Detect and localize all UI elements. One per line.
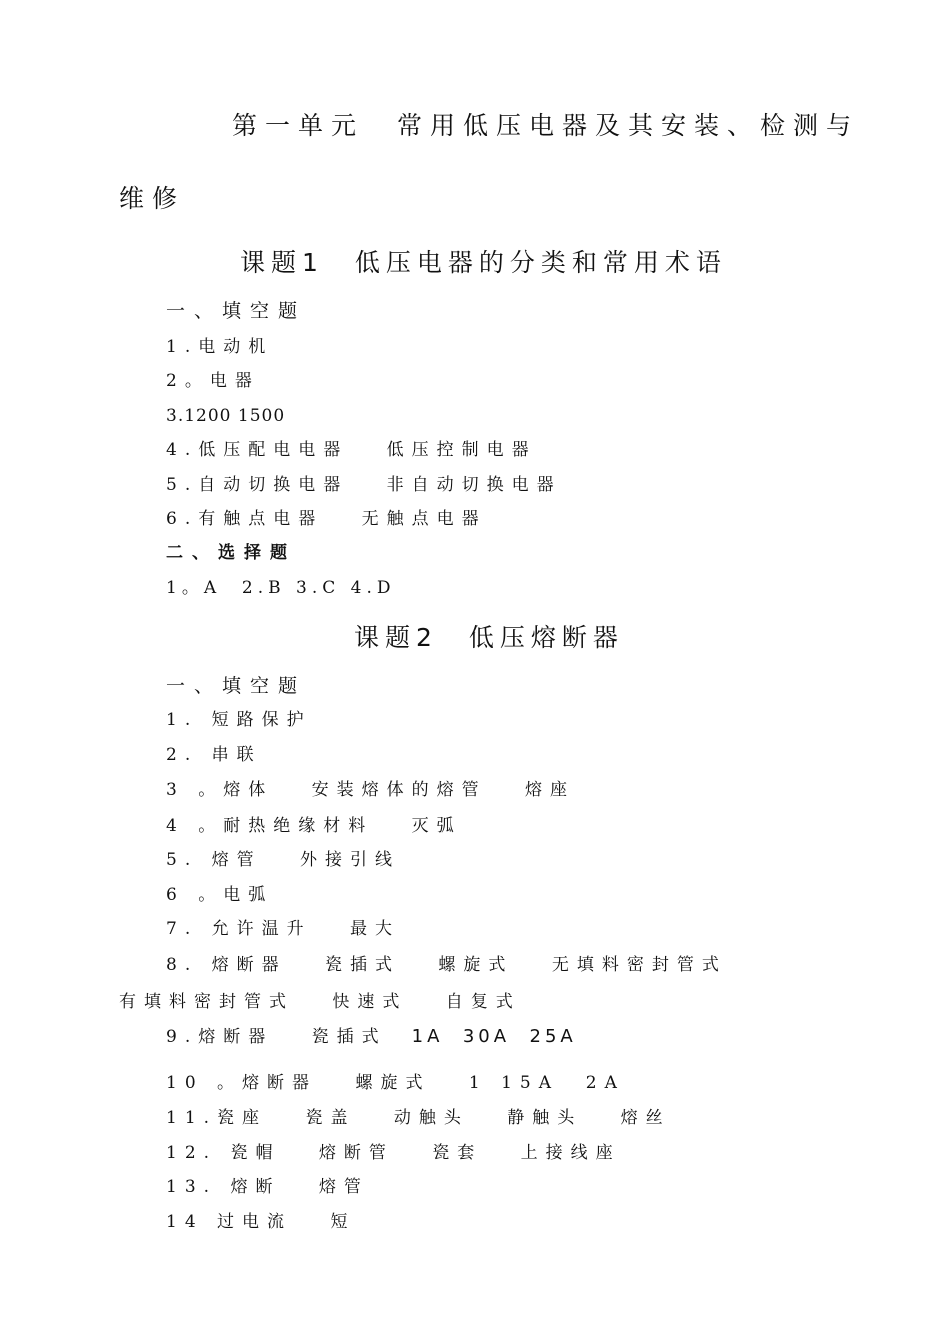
lesson2-fill-heading: 一、填空题: [166, 675, 307, 697]
lesson2-item-9-prefix: 9.熔断器 瓷插式: [166, 1027, 412, 1047]
lesson2-item-3: 3 。熔体 安装熔体的熔管 熔座: [166, 780, 576, 800]
lesson2-title: 课题2 低压熔断器: [354, 623, 624, 652]
lesson2-item-10: 10 。熔断器 螺旋式 1 15A 2A: [166, 1073, 625, 1093]
lesson2-item-12: 12. 瓷帽 熔断管 瓷套 上接线座: [166, 1143, 621, 1163]
lesson2-item-2: 2. 串联: [166, 745, 262, 765]
lesson1-fill-item-3: 3.1200 1500: [166, 406, 286, 426]
lesson1-title: 课题1 低压电器的分类和常用术语: [240, 248, 727, 277]
lesson2-item-9-values: 1A 30A 25A: [411, 1026, 577, 1047]
lesson2-item-7: 7. 允许温升 最大: [166, 919, 401, 939]
lesson2-item-6: 6 。电弧: [166, 885, 274, 905]
lesson2-item-8-continued: 有填料密封管式 快速式 自复式: [119, 992, 521, 1012]
lesson2-item-5: 5. 熔管 外接引线: [166, 850, 401, 870]
unit-title-line2: 维修: [119, 184, 186, 213]
lesson1-fill-item-4: 4.低压配电电器 低压控制电器: [166, 440, 537, 460]
lesson1-fill-item-2: 2。电器: [166, 371, 260, 391]
lesson2-item-4: 4 。耐热绝缘材料 灭弧: [166, 816, 462, 836]
lesson1-fill-heading: 一、填空题: [166, 300, 307, 322]
lesson1-fill-item-5: 5.自动切换电器 非自动切换电器: [166, 475, 562, 495]
lesson1-fill-item-1: 1.电动机: [166, 337, 274, 357]
lesson1-choice-answers: 1。A 2.B 3.C 4.D: [166, 578, 396, 598]
lesson2-item-11: 11.瓷座 瓷盖 动触头 静触头 熔丝: [166, 1108, 671, 1128]
lesson2-item-9: [166, 1028, 577, 1046]
lesson2-item-13: 13. 熔断 熔管: [166, 1177, 369, 1197]
lesson2-item-14: 14 过电流 短: [166, 1212, 356, 1232]
unit-title-line1: 第一单元 常用低压电器及其安装、检测与: [232, 111, 860, 140]
lesson1-choice-heading: 二、选择题: [166, 543, 296, 563]
lesson1-fill-item-6: 6.有触点电器 无触点电器: [166, 509, 487, 529]
lesson2-item-1: 1. 短路保护: [166, 710, 312, 730]
lesson2-item-8: 8. 熔断器 瓷插式 螺旋式 无填料密封管式: [166, 955, 727, 975]
